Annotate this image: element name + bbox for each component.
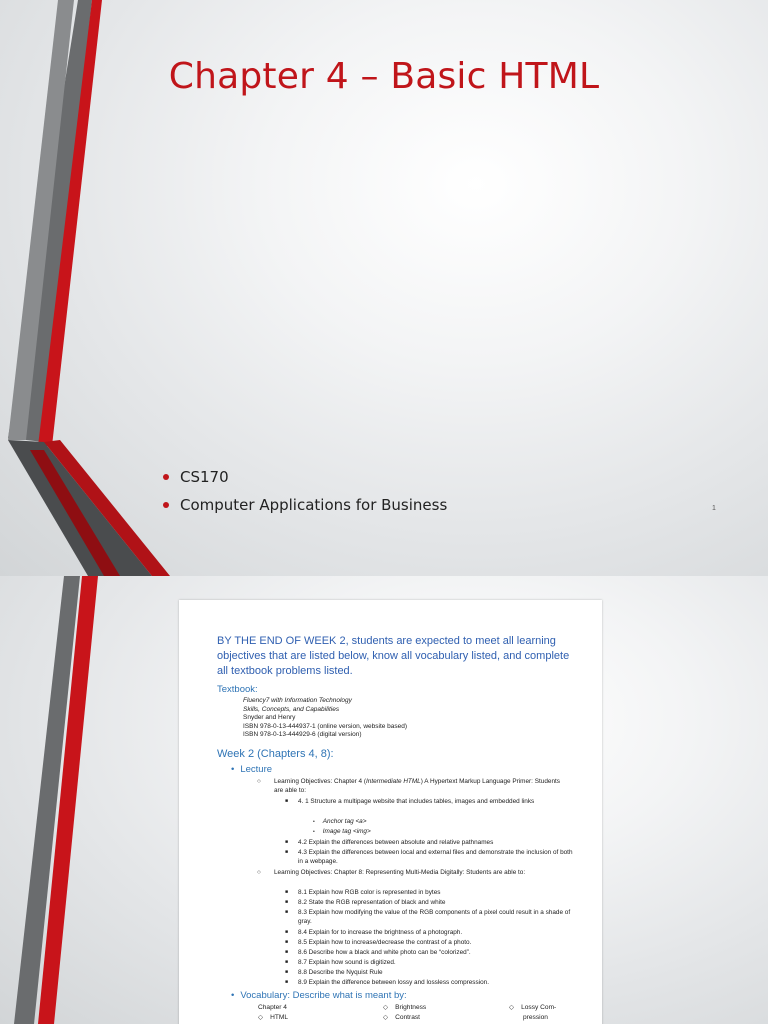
objective-item: ■ 8.3 Explain how modifying the value of the RGB components of a pixel could result in a shade of gray. <box>285 909 571 925</box>
lecture-item: • Lecture <box>231 764 273 775</box>
book-title: Fluency7 with Information Technology <box>243 697 352 704</box>
book-isbn-online: ISBN 978-0-13-444937-1 (online version, website based) <box>243 722 408 730</box>
vocab-term: ◇ Lossy Com- <box>509 1004 557 1011</box>
week-heading: Week 2 (Chapters 4, 8): <box>217 748 334 760</box>
objective-item: ■ 4. 1 Structure a multipage website that includes tables, images and embedded links <box>285 798 535 805</box>
vocab-term: ◇ Brightness <box>383 1004 427 1011</box>
book-info <box>243 697 407 740</box>
tag-item: • Image tag <img> <box>313 828 371 835</box>
objectives-ch4: ○ Learning Objectives: Chapter 4 (Intermediate HTML) A Hypertext Markup Language Primer: Students are able to: <box>257 778 560 794</box>
textbook-heading: Textbook: <box>217 684 258 695</box>
slide-number: 1 <box>712 505 716 512</box>
objective-item: ■ 8.1 Explain how RGB color is represented in bytes <box>285 889 441 896</box>
vocab-term: ◇ Contrast <box>383 1013 420 1021</box>
objective-item: ■ 8.6 Describe how a black and white photo can be “colorized”. <box>285 949 471 956</box>
bullet-course-code: CS170 <box>162 468 447 486</box>
document-page <box>179 600 602 1024</box>
bullet-course-name: Computer Applications for Business <box>162 496 447 514</box>
week-intro: BY THE END OF WEEK 2, students are expected to meet all learning objectives that are listed below, know all vocabulary listed, and complete all textbook problems listed. <box>217 635 570 677</box>
vocab-chapter-label: Chapter 4 <box>258 1004 287 1011</box>
objective-item: ■ 8.9 Explain the difference between lossy and lossless compression. <box>285 979 489 986</box>
bullet-list <box>162 468 447 524</box>
vocab-term: ◇ HTML <box>258 1013 289 1021</box>
vocab-term: pression <box>523 1013 548 1021</box>
objective-item: ■ 4.3 Explain the differences between local and external files and demonstrate the inclusion of both in a webpage. <box>285 849 573 865</box>
objective-item: ■ 8.2 State the RGB representation of black and white <box>285 899 446 906</box>
vocabulary-heading: Vocabulary: Describe what is meant by: <box>240 990 407 1001</box>
objective-item: ■ 8.7 Explain how sound is digitized. <box>285 959 396 966</box>
objective-item: ■ 8.4 Explain for to increase the brightness of a photograph. <box>285 929 463 936</box>
slide-2 <box>0 576 768 1024</box>
objectives-ch8: ○ Learning Objectives: Chapter 8: Representing Multi-Media Digitally: Students are able to: <box>257 869 526 876</box>
vocab-column-2 <box>383 1003 426 1022</box>
slide-title: Chapter 4 – Basic HTML <box>168 56 600 97</box>
vocab-column-3 <box>509 1003 556 1022</box>
book-authors: Snyder and Henry <box>243 714 296 722</box>
vocab-column-1 <box>258 1003 288 1022</box>
tag-item: • Anchor tag <a> <box>313 818 367 825</box>
book-isbn-digital: ISBN 978-0-13-444929-6 (digital version) <box>243 731 362 739</box>
vocabulary-item: • Vocabulary: Describe what is meant by: <box>231 990 407 1001</box>
objective-item: ■ 8.8 Describe the Nyquist Rule <box>285 969 383 976</box>
book-subtitle: Skills, Concepts, and Capabilities <box>243 705 340 713</box>
objective-item: ■ 4.2 Explain the differences between absolute and relative pathnames <box>285 839 494 846</box>
lecture-label: Lecture <box>240 764 273 775</box>
objective-item: ■ 8.5 Explain how to increase/decrease the contrast of a photo. <box>285 939 472 946</box>
